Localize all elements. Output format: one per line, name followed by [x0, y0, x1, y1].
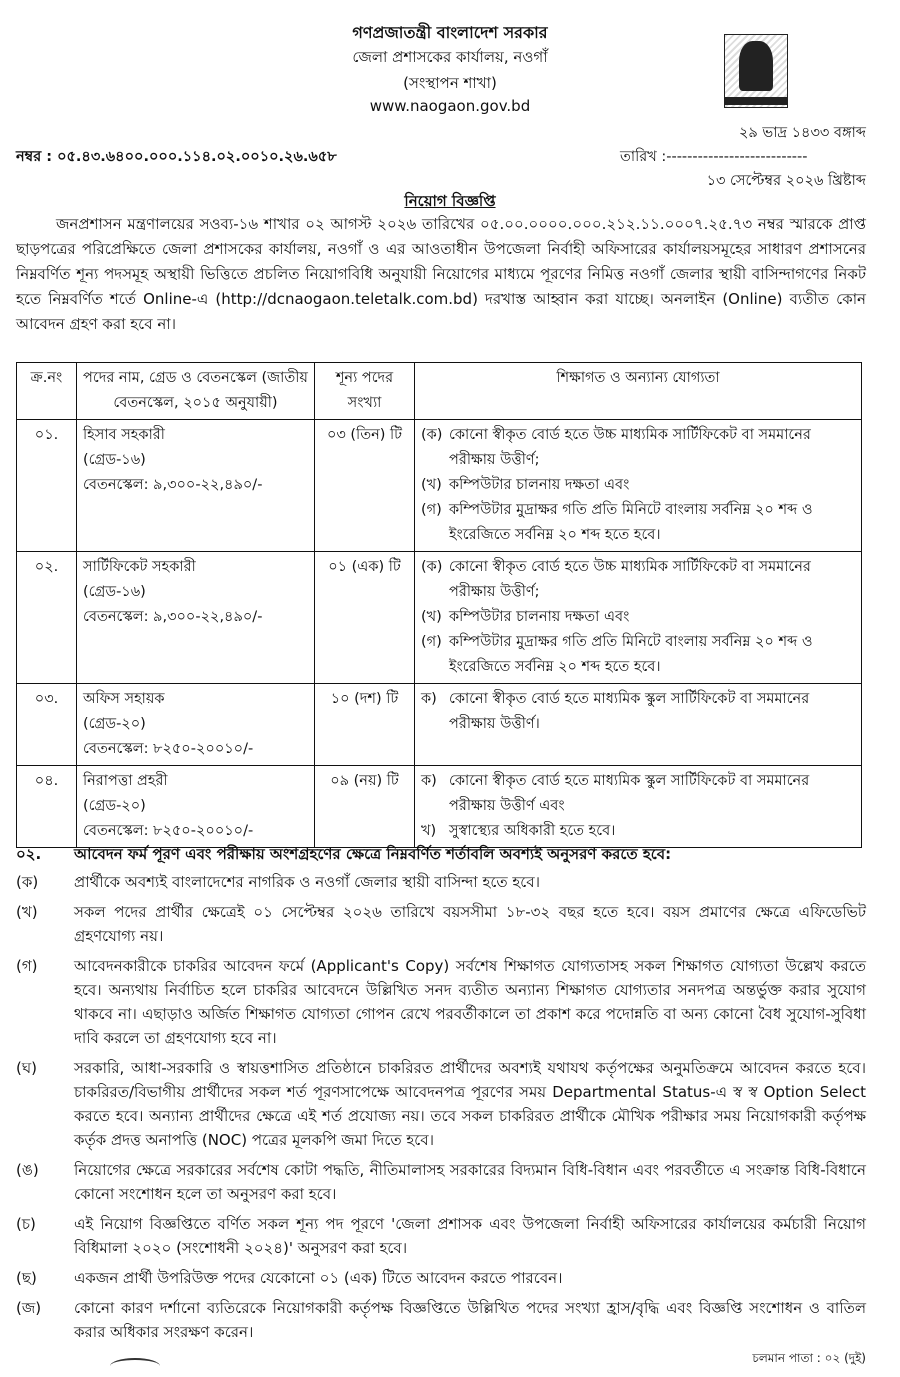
row-qualification — [415, 420, 862, 552]
row-serial: ০৪. — [17, 766, 77, 848]
row-serial: ০২. — [17, 552, 77, 684]
row-post — [77, 766, 315, 848]
qual-text: কম্পিউটার মুদ্রাক্ষর গতি প্রতি মিনিটে বাংলায় সর্বনিম্ন ২০ শব্দ ও ইংরেজিতে সর্বনিম্ন ২০ শব্দ হতে হবে। — [449, 634, 813, 675]
qual-mark: (ক) — [421, 559, 443, 575]
intro-paragraph: জনপ্রশাসন মন্ত্রণালয়ের সওব্য-১৬ শাখার ০২ আগস্ট ২০২৬ তারিখের ০৫.০০.০০০০.০০০.২১২.১১.০০০৭.২৫.৭৩ নম্বর স্মারকে প্রাপ্ত ছাড়পত্রের পরিপ্রেক্ষিতে জেলা প্রশাসকের কার্যালয়, নওগাঁ ও এর আওতাধীন উপজেলা নির্বাহী অফিসারের কার্যালয়সমূহের সাধারণ প্রশাসনের নিম্নবর্ণিত শূন্য পদসমূহ অস্থায়ী ভিত্তিতে প্রচলিত নিয়োগবিধি অনুযায়ী নিয়োগের মাধ্যমে পূরণের নিমিত্ত নওগাঁ জেলার স্থায়ী বাসিন্দাগণের নিকট হতে নিম্নবর্ণিত শর্তে Online-এ (http://dcnaogaon.teletalk.com.bd) দরখাস্ত আহ্বান করা যাচ্ছে। অনলাইন (Online) ব্যতীত কোন আবেদন গ্রহণ করা হবে না। — [16, 215, 866, 333]
qual-mark: (খ) — [421, 609, 442, 625]
conditions-section — [16, 842, 866, 1344]
item-mark: (ক) — [16, 873, 39, 891]
section-name: (সংস্থাপন শাখা) — [403, 74, 497, 92]
notice-title: নিয়োগ বিজ্ঞপ্তি — [404, 192, 496, 210]
post-scale: বেতনস্কেল: ৮২৫০-২০০১০/- — [83, 741, 254, 757]
qual-text: কম্পিউটার মুদ্রাক্ষর গতি প্রতি মিনিটে বাংলায় সর্বনিম্ন ২০ শব্দ ও ইংরেজিতে সর্বনিম্ন ২০ শব্দ হতে হবে। — [449, 502, 813, 543]
government-name: গণপ্রজাতন্ত্রী বাংলাদেশ সরকার — [352, 23, 548, 42]
header-serial: ক্র.নং — [17, 363, 77, 420]
memo-number: নম্বর : ০৫.৪৩.৬৪০০.০০০.১১৪.০২.০০১০.২৬.৬৫৮ — [16, 149, 337, 165]
item-text: এই নিয়োগ বিজ্ঞপ্তিতে বর্ণিত সকল শূন্য পদ পূরণে 'জেলা প্রশাসক এবং উপজেলা নির্বাহী অফিসারের কার্যালয়ের কর্মচারী নিয়োগ বিধিমালা ২০২০ (সংশোধনী ২০২৪)' অনুসরণ করা হবে। — [74, 1215, 866, 1257]
list-item — [16, 954, 866, 1050]
qual-text: কম্পিউটার চালনায় দক্ষতা এবং — [449, 609, 630, 625]
post-name: হিসাব সহকারী — [83, 427, 165, 443]
qual-text: কোনো স্বীকৃত বোর্ড হতে উচ্চ মাধ্যমিক সার্টিফিকেট বা সমমানের পরীক্ষায় উত্তীর্ণ; — [449, 559, 811, 600]
item-mark: (ঘ) — [16, 1059, 37, 1077]
post-grade: (গ্রেড-১৬) — [83, 584, 146, 600]
table-row — [17, 420, 862, 552]
list-item — [16, 1296, 866, 1344]
qual-text: কম্পিউটার চালনায় দক্ষতা এবং — [449, 477, 630, 493]
item-mark: (গ) — [16, 957, 38, 975]
qual-mark: (ক) — [421, 427, 443, 443]
item-mark: (খ) — [16, 903, 38, 921]
row-post — [77, 684, 315, 766]
qual-mark: (খ) — [421, 477, 442, 493]
conditions-heading-row — [16, 842, 866, 866]
header-qualification: শিক্ষাগত ও অন্যান্য যোগ্যতা — [415, 363, 862, 420]
list-item — [16, 870, 866, 894]
item-mark: (ঙ) — [16, 1161, 39, 1179]
item-text: সকল পদের প্রার্থীর ক্ষেত্রেই ০১ সেপ্টেম্বর ২০২৬ তারিখে বয়সসীমা ১৮-৩২ বছর হতে হবে। বয়স প্রমাণের ক্ষেত্রে এফিডেভিট গ্রহণযোগ্য নয়। — [74, 903, 866, 945]
post-name: অফিস সহায়ক — [83, 691, 165, 707]
post-scale: বেতনস্কেল: ৯,৩০০-২২,৪৯০/- — [83, 609, 263, 625]
date-label: তারিখ :--------------------------- — [620, 149, 808, 165]
website-link[interactable]: www.naogaon.gov.bd — [369, 97, 531, 115]
section-number: ০২. — [16, 845, 42, 863]
item-text: একজন প্রার্থী উপরিউক্ত পদের যেকোনো ০১ (এক) টিতে আবেদন করতে পারবেন। — [74, 1269, 563, 1287]
post-name: নিরাপত্তা প্রহরী — [83, 773, 168, 789]
mujib-logo-icon — [724, 34, 788, 108]
office-name: জেলা প্রশাসকের কার্যালয়, নওগাঁ — [352, 48, 548, 66]
list-item — [16, 1056, 866, 1152]
row-serial: ০১. — [17, 420, 77, 552]
item-text: কোনো কারণ দর্শানো ব্যতিরেকে নিয়োগকারী কর্তৃপক্ষ বিজ্ঞপ্তিতে উল্লিখিত পদের সংখ্যা হ্রাস/বৃদ্ধি এবং বিজ্ঞপ্তি সংশোধন ও বাতিল করার অধিকার সংরক্ষণ করেন। — [74, 1299, 866, 1341]
qual-mark: খ) — [421, 823, 437, 839]
list-item — [16, 900, 866, 948]
qual-text: কোনো স্বীকৃত বোর্ড হতে মাধ্যমিক স্কুল সার্টিফিকেট বা সমমানের পরীক্ষায় উত্তীর্ণ এবং — [449, 773, 810, 814]
row-vacancy: ০৯ (নয়) টি — [315, 766, 415, 848]
row-qualification — [415, 684, 862, 766]
table-row — [17, 552, 862, 684]
header-vacancy: শূন্য পদের সংখ্যা — [315, 363, 415, 420]
qual-mark: (গ) — [421, 502, 442, 518]
conditions-heading: আবেদন ফর্ম পূরণ এবং পরীক্ষায় অংশগ্রহণের ক্ষেত্রে নিম্নবর্ণিত শর্তাবলি অবশ্যই অনুসরণ করতে হবে: — [74, 845, 672, 863]
continued-page-note: চলমান পাতা : ০২ (দুই) — [752, 1351, 866, 1365]
qual-text: কোনো স্বীকৃত বোর্ড হতে মাধ্যমিক স্কুল সার্টিফিকেট বা সমমানের পরীক্ষায় উত্তীর্ণ। — [449, 691, 810, 732]
row-vacancy: ১০ (দশ) টি — [315, 684, 415, 766]
post-scale: বেতনস্কেল: ৯,৩০০-২২,৪৯০/- — [83, 477, 263, 493]
post-grade: (গ্রেড-২০) — [83, 798, 146, 814]
item-text: নিয়োগের ক্ষেত্রে সরকারের সর্বশেষ কোটা পদ্ধতি, নীতিমালাসহ সরকারের বিদ্যমান বিধি-বিধান এবং পরবর্তীতে এ সংক্রান্ত বিধি-বিধানে কোনো সংশোধন হলে তা অনুসরণ করা হবে। — [74, 1161, 866, 1203]
post-grade: (গ্রেড-২০) — [83, 716, 146, 732]
header-post: পদের নাম, গ্রেড ও বেতনস্কেল (জাতীয় বেতনস্কেল, ২০১৫ অনুযায়ী) — [77, 363, 315, 420]
table-row — [17, 766, 862, 848]
row-post — [77, 420, 315, 552]
table-row — [17, 684, 862, 766]
post-grade: (গ্রেড-১৬) — [83, 452, 146, 468]
item-mark: (জ) — [16, 1299, 42, 1317]
row-post — [77, 552, 315, 684]
row-qualification — [415, 552, 862, 684]
qual-mark: (গ) — [421, 634, 442, 650]
signature-mark — [110, 1358, 160, 1374]
qual-mark: ক) — [421, 773, 437, 789]
date-english: ১৩ সেপ্টেম্বর ২০২৬ খ্রিষ্টাব্দ — [706, 173, 866, 189]
item-text: আবেদনকারীকে চাকরির আবেদন ফর্মে (Applicant's Copy) সর্বশেষ শিক্ষাগত যোগ্যতাসহ সকল শিক্ষাগত যোগ্যতা উল্লেখ করতে হবে। অন্যথায় নির্বাচিত হলে চাকরির আবেদনে উল্লিখিত সনদ ব্যতীত অন্যান্য শিক্ষাগত যোগ্যতার সনদপত্র অন্তর্ভুক্ত করার সুযোগ থাকবে না। এছাড়াও অর্জিত শিক্ষাগত যোগ্যতা গোপন রেখে পরবর্তীকালে তা প্রকাশ করে পদোন্নতি বা অন্য কোনো বৈধ সুযোগ-সুবিধা দাবি করলে তা গ্রহণযোগ্য হবে না। — [74, 957, 866, 1047]
row-vacancy: ০১ (এক) টি — [315, 552, 415, 684]
list-item — [16, 1212, 866, 1260]
qual-mark: ক) — [421, 691, 437, 707]
qual-text: কোনো স্বীকৃত বোর্ড হতে উচ্চ মাধ্যমিক সার্টিফিকেট বা সমমানের পরীক্ষায় উত্তীর্ণ; — [449, 427, 811, 468]
item-mark: (চ) — [16, 1215, 36, 1233]
list-item — [16, 1158, 866, 1206]
post-scale: বেতনস্কেল: ৮২৫০-২০০১০/- — [83, 823, 254, 839]
qual-text: সুস্বাস্থ্যের অধিকারী হতে হবে। — [449, 823, 616, 839]
item-mark: (ছ) — [16, 1269, 37, 1287]
list-item — [16, 1266, 866, 1290]
post-name: সার্টিফিকেট সহকারী — [83, 559, 196, 575]
table-header-row — [17, 363, 862, 420]
row-vacancy: ০৩ (তিন) টি — [315, 420, 415, 552]
date-bangla: ২৯ ভাদ্র ১৪৩৩ বঙ্গাব্দ — [738, 125, 866, 141]
row-qualification — [415, 766, 862, 848]
vacancy-table — [16, 362, 862, 848]
row-serial: ০৩. — [17, 684, 77, 766]
item-text: প্রার্থীকে অবশ্যই বাংলাদেশের নাগরিক ও নওগাঁ জেলার স্থায়ী বাসিন্দা হতে হবে। — [74, 873, 541, 891]
item-text: সরকারি, আধা-সরকারি ও স্বায়ত্তশাসিত প্রতিষ্ঠানে চাকরিরত প্রার্থীদের অবশ্যই যথাযথ কর্তৃপক্ষের অনুমতিক্রমে আবেদন করতে হবে। চাকরিরত/বিভাগীয় প্রার্থীদের সকল শর্ত পূরণসাপেক্ষে আবেদনপত্র পূরণের সময় Departmental Status-এ স্ব স্ব Option Select করতে হবে। অন্যান্য প্রার্থীদের ক্ষেত্রে এই শর্ত প্রযোজ্য নয়। তবে সকল চাকরিরত প্রার্থীকে মৌখিক পরীক্ষার সময় নিয়োগকারী কর্তৃপক্ষ কর্তৃক প্রদত্ত অনাপত্তি (NOC) পত্রের মূলকপি জমা দিতে হবে। — [74, 1059, 866, 1149]
